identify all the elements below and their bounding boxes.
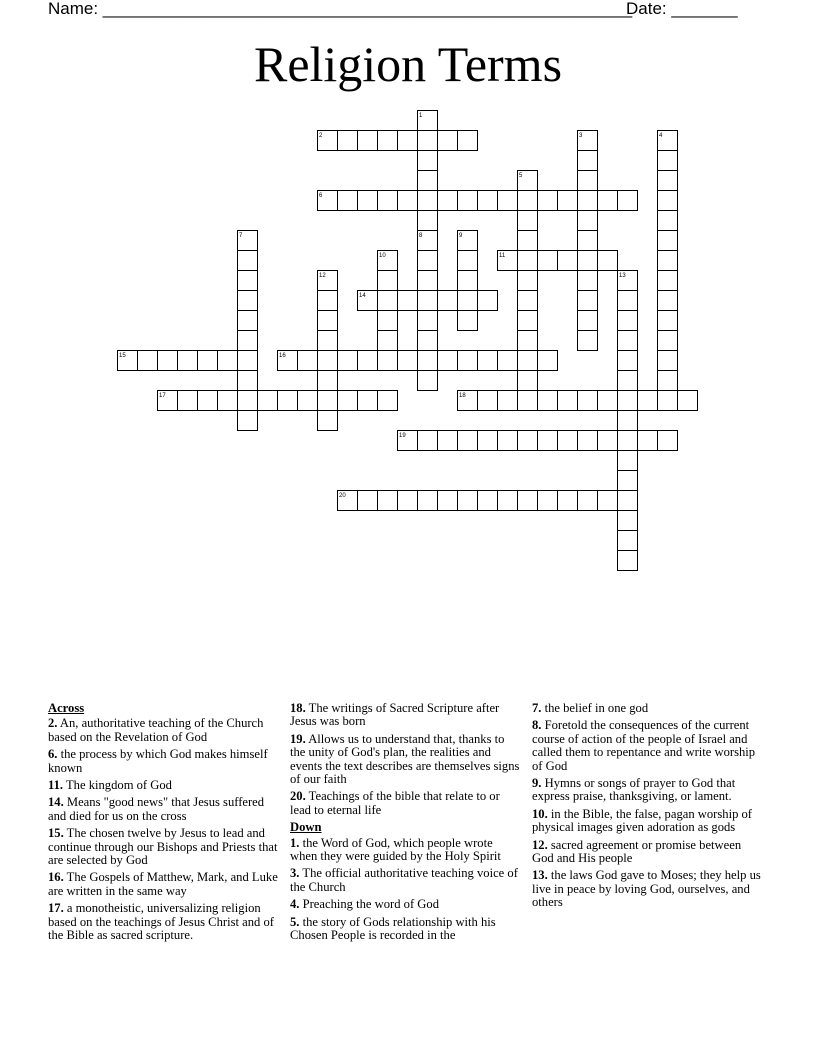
clue-down-1: 1. the Word of God, which people wrote when they were guided by the Holy Spirit [290, 835, 501, 864]
grid-cell[interactable] [558, 491, 578, 511]
clue-across-18: 18. The writings of Sacred Scripture after Jesus was born [290, 701, 500, 729]
grid-cell[interactable] [578, 311, 598, 331]
grid-cell[interactable] [198, 391, 218, 411]
grid-cell[interactable] [238, 391, 258, 411]
clue-down-7: 7. the belief in one god [532, 701, 649, 715]
grid-cell[interactable] [618, 291, 638, 311]
cell-number: 20 [339, 493, 346, 499]
grid-cell[interactable] [658, 331, 678, 351]
grid-cell[interactable] [618, 511, 638, 531]
grid-cell[interactable] [378, 331, 398, 351]
grid-cell[interactable] [498, 191, 518, 211]
grid-cell[interactable] [378, 271, 398, 291]
grid-cell[interactable] [338, 191, 358, 211]
grid-cell[interactable] [338, 351, 358, 371]
grid-cell[interactable] [558, 431, 578, 451]
grid-cell[interactable] [618, 431, 638, 451]
grid-cell[interactable] [658, 231, 678, 251]
grid-cell[interactable] [618, 371, 638, 391]
grid-cell[interactable] [398, 351, 418, 371]
grid-cell[interactable] [378, 191, 398, 211]
grid-cell[interactable] [458, 251, 478, 271]
cell-number: 1 [419, 113, 423, 119]
grid-cell[interactable] [438, 431, 458, 451]
grid-cell[interactable] [518, 351, 538, 371]
grid-cell[interactable] [598, 191, 618, 211]
grid-cell[interactable] [498, 351, 518, 371]
grid-cell[interactable] [618, 191, 638, 211]
grid-cell[interactable] [578, 391, 598, 411]
grid-cell[interactable] [518, 431, 538, 451]
cell-number: 12 [319, 273, 326, 279]
grid-cell[interactable] [358, 191, 378, 211]
grid-cell[interactable] [638, 431, 658, 451]
grid-cell[interactable] [598, 491, 618, 511]
grid-cell[interactable] [218, 391, 238, 411]
grid-cell[interactable] [378, 491, 398, 511]
grid-cell[interactable] [538, 351, 558, 371]
grid-cell[interactable] [658, 151, 678, 171]
grid-cell[interactable] [458, 191, 478, 211]
clue-across-14: 14. Means "good news" that Jesus suffered and died for us on the cross [48, 795, 265, 823]
clues-column-1 [48, 702, 280, 947]
grid-cell[interactable] [398, 191, 418, 211]
grid-cell[interactable] [278, 391, 298, 411]
cell-number: 11 [499, 253, 506, 259]
grid-cell[interactable] [658, 391, 678, 411]
grid-cell[interactable] [438, 291, 458, 311]
grid-cell[interactable] [578, 231, 598, 251]
grid-cell[interactable] [658, 191, 678, 211]
clue-across-15: 15. The chosen twelve by Jesus to lead and continue through our Bishops and Priests that are selected by God [48, 826, 278, 868]
grid-cell[interactable] [238, 271, 258, 291]
grid-cell[interactable] [538, 251, 558, 271]
grid-cell[interactable] [558, 391, 578, 411]
grid-cell[interactable] [418, 271, 438, 291]
grid-cell[interactable] [658, 171, 678, 191]
grid-cell[interactable] [658, 311, 678, 331]
grid-cell[interactable] [358, 131, 378, 151]
grid-cell[interactable] [538, 431, 558, 451]
grid-cell[interactable] [658, 371, 678, 391]
cell-number: 18 [459, 393, 466, 399]
grid-cell[interactable] [418, 351, 438, 371]
grid-cell[interactable] [578, 251, 598, 271]
grid-cell[interactable] [618, 311, 638, 331]
grid-cell[interactable] [538, 191, 558, 211]
grid-cell[interactable] [458, 271, 478, 291]
grid-cell[interactable] [398, 131, 418, 151]
grid-cell[interactable] [478, 491, 498, 511]
grid-cell[interactable] [478, 191, 498, 211]
grid-cell[interactable] [378, 131, 398, 151]
grid-cell[interactable] [518, 271, 538, 291]
grid-cell[interactable] [658, 351, 678, 371]
grid-cell[interactable] [338, 131, 358, 151]
clue-down-3: 3. The official authoritative teaching voice of the Church [290, 866, 518, 894]
grid-cell[interactable] [178, 351, 198, 371]
grid-cell[interactable] [518, 211, 538, 231]
clue-down-9: 9. Hymns or songs of prayer to God that express praise, thanksgiving, or lament. [532, 776, 736, 804]
cell-number: 19 [399, 433, 406, 439]
grid-cell[interactable] [298, 351, 318, 371]
clue-down-5: 5. the story of Gods relationship with his Chosen People is recorded in the [290, 914, 496, 943]
grid-cell[interactable] [578, 491, 598, 511]
grid-cell[interactable] [238, 351, 258, 371]
grid-cell[interactable] [418, 251, 438, 271]
grid-cell[interactable] [238, 411, 258, 431]
clue-down-8: 8. Foretold the consequences of the current course of action of the people of Israel and called them to repentance and write worship of God [532, 718, 756, 773]
date-field[interactable]: Date: _______ [626, 0, 738, 18]
clue-across-20: 20. Teachings of the bible that relate to or lead to eternal life [290, 789, 500, 817]
grid-cell[interactable] [578, 291, 598, 311]
grid-cell[interactable] [358, 391, 378, 411]
clue-down-13: 13. the laws God gave to Moses; they help us live in peace by loving God, ourselves, and others [532, 868, 761, 910]
grid-cell[interactable] [418, 491, 438, 511]
grid-cell[interactable] [158, 351, 178, 371]
grid-cell[interactable] [418, 191, 438, 211]
grid-cell[interactable] [318, 351, 338, 371]
grid-cell[interactable] [618, 331, 638, 351]
grid-cell[interactable] [658, 431, 678, 451]
cell-number: 6 [319, 193, 323, 199]
grid-cell[interactable] [458, 131, 478, 151]
grid-cell[interactable] [138, 351, 158, 371]
grid-cell[interactable] [418, 131, 438, 151]
grid-cell[interactable] [178, 391, 198, 411]
cell-number: 5 [519, 173, 523, 179]
grid-cell[interactable] [398, 291, 418, 311]
grid-cell[interactable] [238, 251, 258, 271]
grid-cell[interactable] [418, 371, 438, 391]
cell-number: 10 [379, 253, 386, 259]
grid-cell[interactable] [658, 251, 678, 271]
grid-cell[interactable] [518, 291, 538, 311]
grid-cell[interactable] [498, 391, 518, 411]
grid-cell[interactable] [498, 491, 518, 511]
grid-cell[interactable] [598, 431, 618, 451]
grid-cell[interactable] [238, 311, 258, 331]
grid-cell[interactable] [518, 251, 538, 271]
grid-cell[interactable] [238, 371, 258, 391]
grid-cell[interactable] [518, 311, 538, 331]
grid-cell[interactable] [438, 351, 458, 371]
grid-cell[interactable] [558, 251, 578, 271]
clue-across-17: 17. a monotheistic, universalizing religion based on the teachings of Jesus Christ and of the Bible as sacred scripture. [48, 901, 274, 943]
clues-column-3 [532, 702, 764, 914]
grid-cell[interactable] [678, 391, 698, 411]
grid-cell[interactable] [258, 391, 278, 411]
grid-cell[interactable] [518, 231, 538, 251]
grid-cell[interactable] [558, 191, 578, 211]
grid-cell[interactable] [578, 151, 598, 171]
grid-cell[interactable] [438, 491, 458, 511]
grid-cell[interactable] [618, 531, 638, 551]
name-field[interactable]: Name: ________________________________________________________ [48, 0, 633, 18]
grid-cell[interactable] [518, 491, 538, 511]
grid-cell[interactable] [478, 351, 498, 371]
grid-cell[interactable] [458, 491, 478, 511]
grid-cell[interactable] [378, 291, 398, 311]
grid-cell[interactable] [218, 351, 238, 371]
cell-number: 14 [359, 293, 366, 299]
grid-cell[interactable] [538, 491, 558, 511]
clue-down-10: 10. in the Bible, the false, pagan worship of physical images given adoration as gods [532, 806, 752, 835]
grid-cell[interactable] [358, 491, 378, 511]
grid-cell[interactable] [638, 391, 658, 411]
grid-cell[interactable] [418, 211, 438, 231]
grid-cell[interactable] [358, 351, 378, 371]
grid-cell[interactable] [578, 271, 598, 291]
grid-cell[interactable] [458, 291, 478, 311]
page-title: Religion Terms [253, 36, 563, 92]
cell-number: 7 [239, 233, 243, 239]
cell-number: 16 [279, 353, 286, 359]
grid-cell[interactable] [478, 431, 498, 451]
grid-cell[interactable] [318, 391, 338, 411]
clue-across-16: 16. The Gospels of Matthew, Mark, and Luke are written in the same way [48, 870, 278, 898]
grid-cell[interactable] [418, 431, 438, 451]
grid-cell[interactable] [618, 411, 638, 431]
grid-cell[interactable] [458, 431, 478, 451]
grid-cell[interactable] [618, 451, 638, 471]
grid-cell[interactable] [438, 131, 458, 151]
grid-cell[interactable] [618, 471, 638, 491]
grid-cell[interactable] [598, 251, 618, 271]
grid-cell[interactable] [498, 431, 518, 451]
grid-cell[interactable] [578, 211, 598, 231]
grid-cell[interactable] [418, 331, 438, 351]
grid-cell[interactable] [618, 551, 638, 571]
grid-cell[interactable] [418, 291, 438, 311]
grid-cell[interactable] [298, 391, 318, 411]
grid-cell[interactable] [338, 391, 358, 411]
grid-cell[interactable] [318, 331, 338, 351]
grid-cell[interactable] [578, 171, 598, 191]
grid-cell[interactable] [398, 491, 418, 511]
grid-cell[interactable] [378, 311, 398, 331]
grid-cell[interactable] [658, 271, 678, 291]
grid-cell[interactable] [578, 331, 598, 351]
grid-cell[interactable] [518, 191, 538, 211]
clue-across-19: 19. Allows us to understand that, thanks to the unity of God's plan, the realities and events the text describes are themselves signs of our faith [290, 731, 520, 787]
cell-number: 2 [319, 133, 323, 139]
clue-across-6: 6. the process by which God makes himself known [48, 747, 268, 775]
cell-number: 15 [119, 353, 126, 359]
grid-cell[interactable] [478, 391, 498, 411]
grid-cell[interactable] [318, 371, 338, 391]
grid-cell[interactable] [458, 311, 478, 331]
cell-number: 8 [419, 233, 423, 239]
grid-cell[interactable] [538, 391, 558, 411]
grid-cell[interactable] [418, 171, 438, 191]
cell-number: 13 [619, 273, 626, 279]
down-heading: Down [290, 820, 322, 835]
grid-cell[interactable] [458, 351, 478, 371]
grid-cell[interactable] [618, 391, 638, 411]
grid-cell[interactable] [378, 351, 398, 371]
grid-cell[interactable] [318, 311, 338, 331]
grid-cell[interactable] [238, 291, 258, 311]
clue-down-4: 4. Preaching the word of God [290, 897, 439, 912]
grid-cell[interactable] [578, 191, 598, 211]
cell-number: 4 [659, 133, 663, 139]
grid-cell[interactable] [318, 291, 338, 311]
grid-cell[interactable] [418, 151, 438, 171]
grid-cell[interactable] [198, 351, 218, 371]
clues-column-2 [290, 702, 522, 947]
cell-number: 17 [159, 393, 166, 399]
grid-cell[interactable] [658, 211, 678, 231]
grid-cell[interactable] [518, 391, 538, 411]
cell-number: 9 [459, 233, 463, 239]
across-heading: Across [48, 701, 85, 715]
grid-cell[interactable] [518, 371, 538, 391]
grid-cell[interactable] [518, 331, 538, 351]
clue-across-11: 11. The kingdom of God [48, 778, 172, 793]
grid-cell[interactable] [378, 391, 398, 411]
clue-down-12: 12. sacred agreement or promise between God and His people [532, 837, 742, 866]
grid-cell[interactable] [418, 311, 438, 331]
grid-cell[interactable] [618, 351, 638, 371]
grid-cell[interactable] [598, 391, 618, 411]
grid-cell[interactable] [478, 291, 498, 311]
grid-cell[interactable] [618, 491, 638, 511]
grid-cell[interactable] [318, 411, 338, 431]
grid-cell[interactable] [438, 191, 458, 211]
clue-across-2: 2. An, authoritative teaching of the Church based on the Revelation of God [48, 716, 264, 744]
grid-cell[interactable] [658, 291, 678, 311]
grid-cell[interactable] [238, 331, 258, 351]
cell-number: 3 [579, 133, 583, 139]
grid-cell[interactable] [578, 431, 598, 451]
